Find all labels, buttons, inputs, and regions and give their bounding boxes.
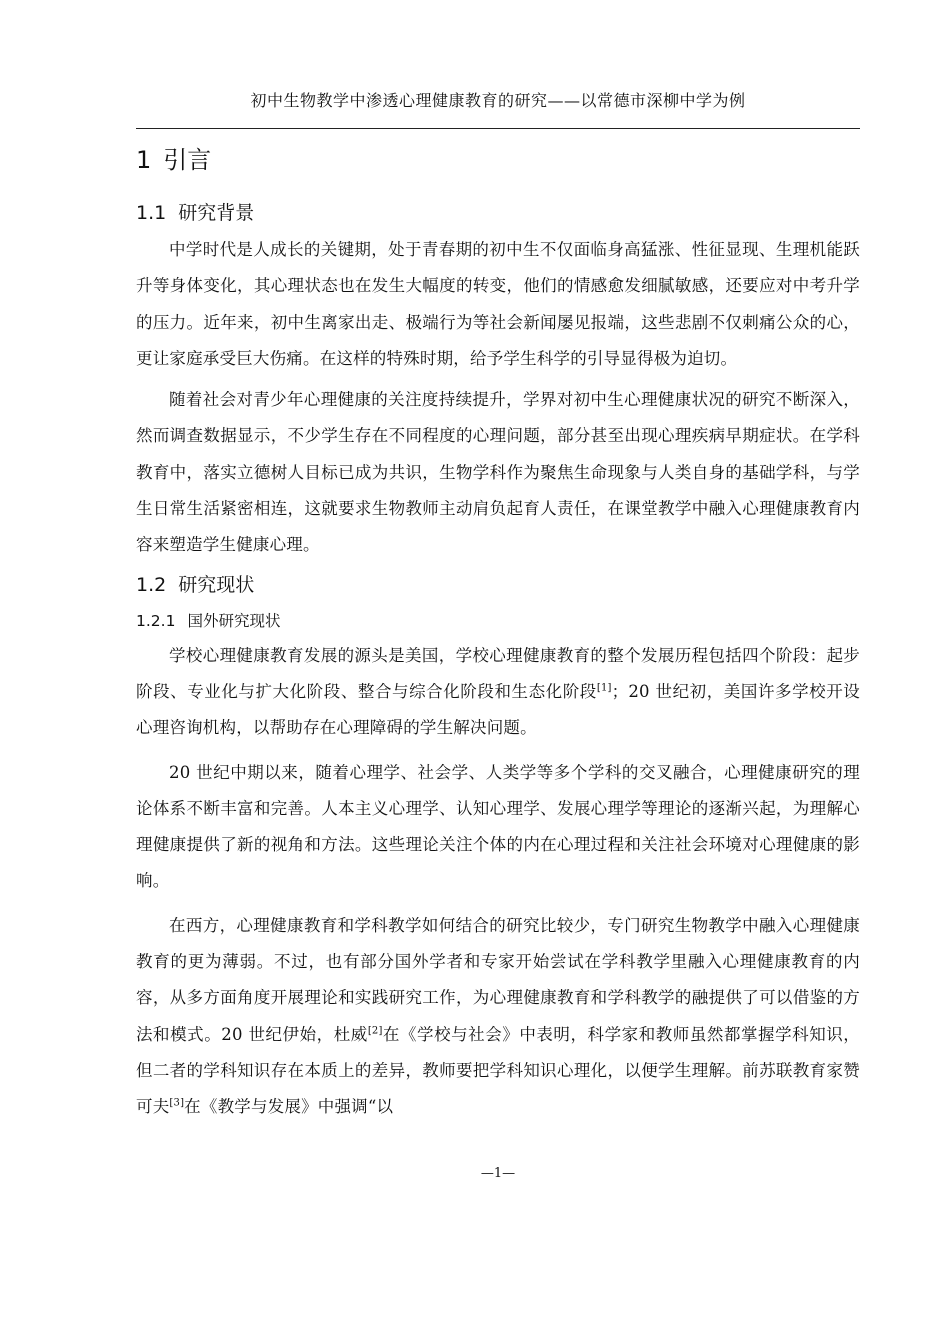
- section-title: 引言: [163, 146, 212, 174]
- paragraph-5: [136, 908, 860, 1126]
- page-number: —1—: [480, 1166, 516, 1181]
- section-heading-1-2-1: [136, 608, 860, 634]
- paragraph-text: 学校心理健康教育发展的源头是美国，学校心理健康教育的整个发展历程包括四个阶段：起步阶段、专业化与扩大化阶段、整合与综合化阶段和生态化阶段: [136, 645, 860, 701]
- paragraph-text: 在西方，心理健康教育和学科教学如何结合的研究比较少，专门研究生物教学中融入心理健康教育的更为薄弱。不过，也有部分国外学者和专家开始尝试在学科教学里融入心理健康教育的内容，从多方面角度开展理论和实践研究工作，为心理健康教育和学科教学的融提供了可以借鉴的方法和模式。20 世纪伊始，杜威: [136, 915, 860, 1044]
- citation-ref: [1]: [596, 682, 612, 694]
- section-heading-1-2: [136, 570, 860, 600]
- section-heading-1-1: [136, 198, 860, 228]
- section-title: 国外研究现状: [187, 611, 281, 630]
- paragraph-4: 20 世纪中期以来，随着心理学、社会学、人类学等多个学科的交叉融合，心理健康研究的理论体系不断丰富和完善。人本主义心理学、认知心理学、发展心理学等理论的逐渐兴起，为理解心理健康提供了新的视角和方法。这些理论关注个体的内在心理过程和关注社会环境对心理健康的影响。: [136, 762, 860, 891]
- page-content: [136, 138, 860, 1126]
- section-title: 研究现状: [178, 573, 255, 596]
- section-number: 1.2.1: [136, 611, 176, 630]
- section-heading-1: [136, 138, 860, 182]
- paragraph-text: ；20 世纪初，美国许多学校开设心理咨询机构，以帮助存在心理障碍的学生解决问题。: [136, 681, 860, 738]
- paragraph-text: 在《学校与社会》中表明，科学家和教师虽然都掌握学科知识，但二者的学科知识存在本质上的差异，教师要把学科知识心理化，以便学生理解。前苏联教育家赞可夫: [136, 1024, 860, 1117]
- section-number: 1: [136, 146, 152, 174]
- citation-ref: [2]: [367, 1025, 383, 1037]
- paragraph-3: [136, 638, 860, 747]
- section-title: 研究背景: [178, 202, 255, 224]
- paragraph-text: 在《教学与发展》中强调“以: [184, 1097, 394, 1117]
- paragraph-1: 中学时代是人成长的关键期，处于青春期的初中生不仅面临身高猛涨、性征显现、生理机能跃升等身体变化，其心理状态也在发生大幅度的转变，他们的情感愈发细腻敏感，还要应对中考升学的压力。近年来，初中生离家出走、极端行为等社会新闻屡见报端，这些悲剧不仅刺痛公众的心，更让家庭承受巨大伤痛。在这样的特殊时期，给予学生科学的引导显得极为迫切。: [136, 240, 860, 368]
- paragraph-2: 随着社会对青少年心理健康的关注度持续提升，学界对初中生心理健康状况的研究不断深入，然而调查数据显示，不少学生存在不同程度的心理问题，部分甚至出现心理疾病早期症状。在学科教育中，落实立德树人目标已成为共识，生物学科作为聚焦生命现象与人类自身的基础学科，与学生日常生活紧密相连，这就要求生物教师主动肩负起育人责任，在课堂教学中融入心理健康教育内容来塑造学生健康心理。: [136, 390, 860, 555]
- running-header: 初中生物教学中渗透心理健康教育的研究——以常德市深柳中学为例: [250, 91, 746, 110]
- section-number: 1.1: [136, 202, 167, 224]
- header-rule: [136, 128, 860, 129]
- citation-ref: [3]: [169, 1097, 185, 1109]
- section-number: 1.2: [136, 573, 167, 596]
